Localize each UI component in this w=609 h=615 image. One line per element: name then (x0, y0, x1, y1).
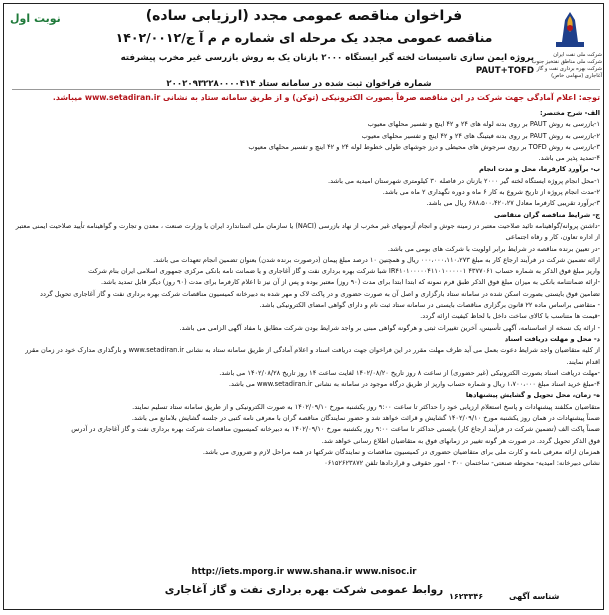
footer-urls: http://iets.mporg.ir www.shana.ir www.nisoc.ir (191, 567, 417, 577)
section-line: ۱-محل انجام پروژه ایستگاه لخته گیر ۲۰۰۰ بازنان در فاصله ۳۰ کیلومتری شهرستان امیدیه می باشد. (328, 176, 600, 185)
notice-title: فراخوان مناقصه عمومی مجدد (ارزیابی ساده) (145, 8, 463, 24)
section-line: ۳-برآورد تقریبی کارفرما معادل ۶۸۸،۵۰۰،۴۲۰،۲۷ ریال می باشد. (426, 199, 600, 208)
tender-number: مناقصه عمومی مجدد یک مرحله ای شماره م م آ ج/۱۴۰۲/۰۰۱۲ (115, 30, 493, 45)
company-name: شرکت ملی نفت ایران شرکت ملی مناطق نفتخیز جنوب شرکت بهره برداری نفت و گاز آغاجاری (سهامی خاص) (531, 52, 602, 79)
section-heading: ج- شرایط مناقصه گران متقاضی (494, 210, 600, 219)
project-block (64, 52, 534, 91)
section-heading: الف- شرح مختصر: (539, 109, 600, 117)
section-line: -در تعیین برنده مناقصه در شرایط برابر اولویت با شرکت های بومی می باشد. (387, 244, 600, 253)
ad-id-label: شناسه آگهی (509, 592, 560, 601)
section-line: ۴-تمدید پذیر می باشد. (538, 154, 600, 163)
section-line: فوق الذکر تحویل گردد. در صورت هر گونه تغییر در زمانهای فوق به متقاضیان اطلاع رسانی خواهد شد. (321, 436, 600, 445)
footer-org: روابط عمومی شرکت بهره برداری نفت و گاز آغاجاری (164, 584, 444, 596)
section-line: ۴-مبلغ خرید اسناد مبلغ ۱،۷۰۰،۰۰۰ ریال و شماره حساب واریز از طریق درگاه موجود در سامانه به نشانی www.setadiran.ir می باشد. (228, 380, 600, 389)
ad-id-value: ۱۶۲۳۳۴۶ (449, 592, 484, 601)
section-line: -مهلت دریافت اسناد بصورت الکترونیکی (غیر حضوری) از ساعت ۸ روز تاریخ ۱۴۰۲/۰۸/۲۰ لغایت ساعت ۱۴ روز تاریخ ۱۴۰۲/۰۸/۲۸ می باشد. (219, 368, 600, 377)
electronic-notice: توجه: اعلام آمادگی جهت شرکت در این مناقصه صرفاً بصورت الکترونیکی (توکن) و از طریق سامانه ستاد به نشانی www.setadiran.ir میباشد. (12, 89, 600, 102)
section-heading: د- محل و مهلت دریافت اسناد (504, 334, 600, 343)
section-line: -ارائه ضمانتنامه بانکی به میزان مبلغ فوق الذکر طبق فرم نمونه که ابتدا ابتدا برای مدت (۹۰ روز) معتبر بوده و پس از آن نیز تا اعلام کارفرما برای مدت (۹۰ روز) دیگر قابل تمدید باشد. (101, 278, 600, 287)
section-line: ۲-مدت انجام پروژه از تاریخ شروع به کار ۶ ماه و دوره نگهداری ۲ ماه می باشد. (382, 188, 600, 197)
section-line: -قیمت ها متناسب با کالای ساخت داخل با لحاظ کیفیت ارائه گردد. (420, 312, 600, 321)
round-badge: نوبت اول (10, 12, 61, 25)
section-line: - متقاضی براساس ماده ۲۲ قانون برگزاری مناقصات بایستی در سامانه ستاد ثبت نام و دارای گواهی امضای الکترونیکی باشد. (259, 301, 600, 310)
section-line: ارائه تضمین شرکت در فرآیند ارجاع کار به مبلغ ۰۰۰،۰۰۰،۱۱۰،۲۷۳ ریال و همچنین ۱۰ درصد مبلغ پیمان (درصورت برنده شدن) بعنوان تضمین انجام تعهدات می باشد. (153, 255, 600, 264)
project-title: پروژه ایمن سازی تاسیسات لخته گیر ایستگاه ۲۰۰۰ بازنان یک به روش بازرسی غیر مخرب پیشرفته PAUT+TOFD (120, 53, 534, 76)
setad-number: شماره فراخوان ثبت شده در سامانه ستاد ۲۰۰۲۰۹۳۲۲۸۰۰۰۰۴۱۴ (166, 79, 432, 89)
section-heading: ه- زمان، محل تحویل و گشایش پیشنهادها (465, 391, 600, 400)
tender-notice (3, 3, 604, 610)
section-line: - ارائه یک نسخه از اساسنامه، آگهی تأسیس، آخرین تغییرات ثبتی و هرگونه گواهی مبنی بر واجد شرایط بودن شرکت مطابق با مفاد آگهی الزامی می باشد. (179, 323, 600, 332)
section-line: نشانی دبیرخانه: امیدیه- محوطه صنعتی- ساختمان ۳۰۰ - امور حقوقی و قراردادها تلفن ۰۶۱۵۲۶۲۳۸۷۲ (324, 459, 600, 468)
section-line: از کلیه متقاضیان واجد شرایط دعوت بعمل می آید ظرف مهلت مقرر در این فراخوان جهت دریافت اسناد و اعلام آمادگی از طریق سامانه ستاد به نشانی www.setadiran.ir و بارگذاری مدارک خود در زمان مقرر اقدام نمایند. (25, 346, 600, 366)
section-line: متقاضیان مکلفند پیشنهادات و پاسخ استعلام ارزیابی خود را حداکثر تا ساعت ۹:۰۰ روز یکشنبه مورخ ۱۴۰۲/۰۹/۱۰ به صورت الکترونیکی و از طریق سامانه ستاد تسلیم نمایند. (132, 402, 600, 411)
section-line: ضمناً پیشنهادات در همان روز یکشنبه مورخ ۱۴۰۲/۰۹/۱۰ گشایش و قرائت خواهد شد و حضور نمایندگان مناقصه گران با معرفی نامه کتبی در جلسه گشایش بلامانع می باشد. (131, 414, 600, 423)
section-line: -داشتن پروانه/گواهینامه تائید صلاحیت معتبر در زمینه جوش و انجام آزمونهای غیر مخرب از نهاد بازرسی (NACI) یا سازمان ملی استاندارد ایران یا وزارت صنعت ، معدن و تجارت و گواهینامه تأیید صلاحیت ایمنی معتبر از اداره تعاون، کار و رفاه اجتماعی (15, 221, 600, 242)
section-heading: ب- برآورد کارفرما، محل و مدت انجام (479, 165, 600, 174)
section-line: همزمان ارائه معرفی نامه و کارت ملی برای متقاضیان حضوری در کمیسیون مناقصات و نمایندگان شرکتها در همه مراحل لازم و ضروری می باشد. (202, 447, 600, 456)
section-line: ۳-بازرسی به روش TOFD بر روی سرجوش های محیطی و درز جوشهای طولی خطوط لوله ۲۴ و ۴۲ اینچ و تفسیر محلهای معیوب (248, 142, 600, 151)
section-line: ۱-بازرسی به روش PAUT بر روی بدنه لوله های ۲۴ و ۴۲ اینچ و تفسیر محلهای معیوب (367, 120, 600, 129)
notice-body (12, 108, 600, 470)
section-line: واریز مبلغ فوق الذکر به شماره حساب ۴۳۷۷۰۶۱ IR۴۱۰۱۰۰۰۰۰۴۱۱۰۱۰۰۰۰۰۱ شبا شرکت بهره برداری نفت و گاز آغاجاری و یا ضمانت نامه بانکی مرکزی جمهوری اسلامی ایران بنام شرکت (88, 267, 600, 276)
section-line: ضمناً پاکت الف (تضمین شرکت در فرآیند ارجاع کار) بایستی حداکثر تا ساعت ۹:۰۰ روز یکشنبه مورخ ۱۴۰۲/۰۹/۱۰ به دبیرخانه کمیسیون مناقصات شرکت بهره برداری نفت و گاز آغاجاری در آدرس (71, 425, 600, 434)
section-line: ۲-بازرسی به روش PAUT بر روی بدنه فیتینگ های ۲۴ و ۴۲ اینچ و تفسیر محلهای معیوب (361, 131, 600, 140)
section-line: تضامین فوق بایستی بصورت اسکن شده در سامانه ستاد بارگزاری و اصل آن به صورت حضوری و در پاکت لاک و مهر شده به دبیرخانه کمیسیون مناقصات شرکت بهره برداری نفت و گاز آغاجاری تحویل گردد (40, 289, 600, 298)
